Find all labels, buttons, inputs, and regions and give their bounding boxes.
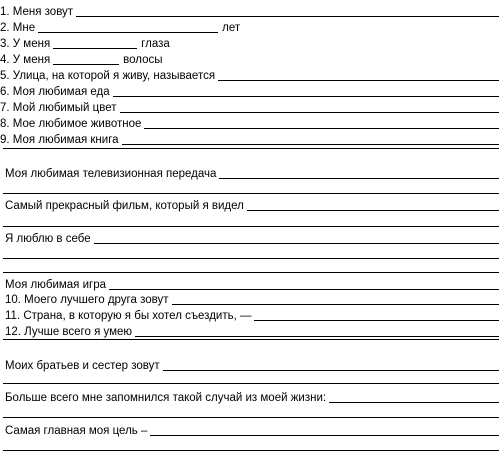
q10-label: 10. Моего лучшего друга зовут: [5, 294, 169, 306]
goal-blank[interactable]: [150, 435, 499, 436]
tv-extra-line[interactable]: [3, 193, 499, 194]
country-blank[interactable]: [254, 320, 499, 321]
food-blank[interactable]: [113, 96, 499, 97]
eye-color-blank[interactable]: [53, 48, 137, 49]
siblings-extra-line[interactable]: [3, 383, 499, 384]
memory-extra-line[interactable]: [3, 417, 499, 418]
q2-row: [0, 20, 500, 35]
q12-label: 12. Лучше всего я умею: [5, 326, 133, 338]
self-blank[interactable]: [94, 243, 499, 244]
skill-extra-line[interactable]: [3, 339, 499, 340]
animal-blank[interactable]: [144, 128, 499, 129]
age-blank[interactable]: [38, 32, 218, 33]
q3-suffix: глаза: [141, 38, 170, 50]
memory-row: [0, 390, 500, 405]
skill-blank[interactable]: [135, 336, 499, 337]
q4-row: [0, 52, 500, 67]
q6-row: [0, 84, 500, 99]
game-label: Моя любимая игра: [5, 279, 107, 291]
q1-label: 1. Меня зовут: [0, 6, 74, 18]
book-blank[interactable]: [122, 144, 499, 145]
q2-suffix: лет: [222, 22, 241, 34]
memory-label: Больше всего мне запомнился такой случай из моей жизни:: [5, 392, 327, 404]
q8-label: 8. Мое любимое животное: [0, 118, 142, 130]
film-label: Самый прекрасный фильм, который я видел: [5, 200, 244, 212]
street-blank[interactable]: [218, 80, 499, 81]
self-label: Я люблю в себе: [5, 233, 91, 245]
q7-row: [0, 100, 500, 115]
book-extra-line[interactable]: [3, 148, 499, 149]
game-row: [0, 277, 500, 292]
tv-label: Моя любимая телевизионная передача: [5, 168, 217, 180]
q7-label: 7. Мой любимый цвет: [0, 102, 117, 114]
color-blank[interactable]: [120, 112, 500, 113]
film-row: [0, 198, 500, 213]
q11-label: 11. Страна, в которую я бы хотел съездить, —: [5, 310, 252, 322]
q2-label: 2. Мне: [0, 22, 36, 34]
tv-blank[interactable]: [219, 178, 499, 179]
q3-label: 3. У меня: [0, 38, 51, 50]
self-extra-line-1[interactable]: [3, 258, 499, 259]
film-blank[interactable]: [247, 210, 499, 211]
goal-label: Самая главная моя цель –: [5, 425, 148, 437]
goal-extra-line[interactable]: [3, 450, 499, 451]
q1-row: [0, 4, 500, 19]
q6-label: 6. Моя любимая еда: [0, 86, 110, 98]
film-extra-line[interactable]: [3, 226, 499, 227]
name-blank[interactable]: [76, 16, 499, 17]
siblings-label: Моих братьев и сестер зовут: [5, 360, 160, 372]
q9-label: 9. Моя любимая книга: [0, 134, 119, 146]
memory-blank[interactable]: [329, 402, 499, 403]
q4-suffix: волосы: [123, 54, 163, 66]
friend-blank[interactable]: [172, 304, 500, 305]
q10-row: [0, 292, 500, 307]
q4-label: 4. У меня: [0, 54, 51, 66]
game-blank[interactable]: [109, 289, 499, 290]
goal-row: [0, 423, 500, 438]
siblings-blank[interactable]: [163, 370, 499, 371]
q5-row: [0, 68, 500, 83]
q5-label: 5. Улица, на которой я живу, называется: [0, 70, 216, 82]
q8-row: [0, 116, 500, 131]
hair-color-blank[interactable]: [53, 64, 119, 65]
q11-row: [0, 308, 500, 323]
q12-row: [0, 324, 500, 339]
tv-row: [0, 166, 500, 181]
q3-row: [0, 36, 500, 51]
q9-row: [0, 132, 500, 147]
siblings-row: [0, 358, 500, 373]
self-extra-line-2[interactable]: [3, 272, 499, 273]
self-row: [0, 231, 500, 246]
